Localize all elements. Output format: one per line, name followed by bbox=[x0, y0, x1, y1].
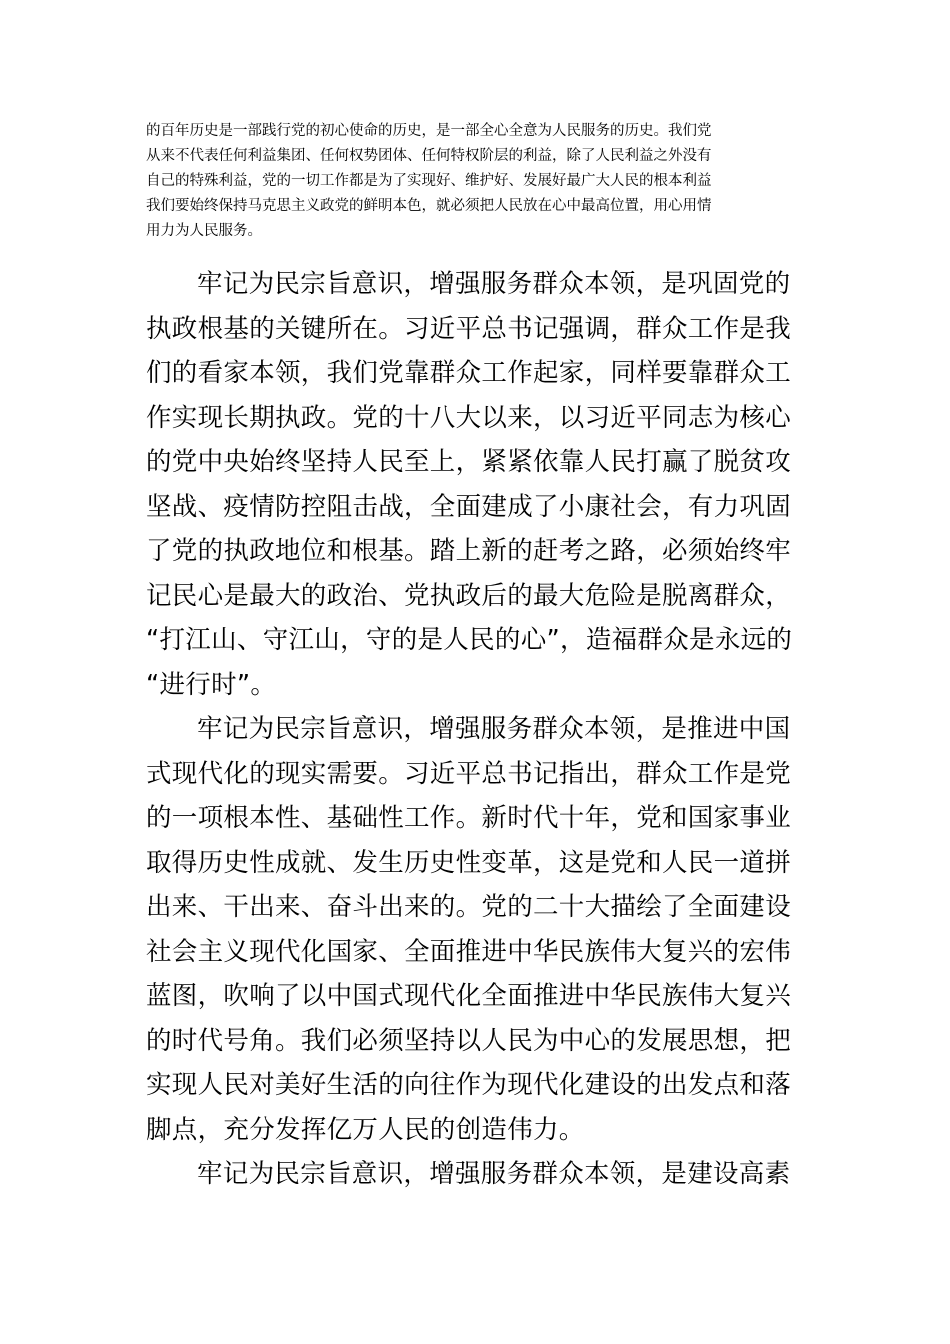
paragraph-line: “进行时”。 bbox=[146, 669, 277, 700]
paragraph-party-foundation bbox=[146, 262, 812, 707]
paragraph-line: 蓝图，吹响了以中国式现代化全面推进中华民族伟大复兴 bbox=[146, 981, 792, 1011]
paragraph-line: 脚点，充分发挥亿万人民的创造伟力。 bbox=[146, 1114, 585, 1145]
paragraph-high-quality bbox=[146, 1152, 812, 1197]
body-text bbox=[146, 262, 812, 1197]
paragraph-line: 出来、干出来、奋斗出来的。党的二十大描绘了全面建设 bbox=[146, 892, 792, 922]
paragraph-modernization bbox=[146, 707, 812, 1152]
paragraph-line: 执政根基的关键所在。习近平总书记强调，群众工作是我 bbox=[146, 313, 792, 344]
paragraph-line: 记民心是最大的政治、党执政后的最大危险是脱离群众， bbox=[146, 580, 792, 611]
paragraph-line: 牢记为民宗旨意识，增强服务群众本领，是巩固党的 bbox=[197, 269, 791, 299]
intro-line: 自己的特殊利益，党的一切工作都是为了实现好、维护好、发展好最广大人民的根本利益 bbox=[146, 173, 712, 189]
paragraph-line: 取得历史性成就、发生历史性变革，这是党和人民一道拼 bbox=[146, 847, 792, 878]
paragraph-line: 作实现长期执政。党的十八大以来，以习近平同志为核心 bbox=[146, 402, 792, 433]
paragraph-line: 牢记为民宗旨意识，增强服务群众本领，是推进中国 bbox=[197, 714, 791, 744]
paragraph-line: 的时代号角。我们必须坚持以人民为中心的发展思想，把 bbox=[146, 1025, 792, 1056]
paragraph-line: 社会主义现代化国家、全面推进中华民族伟大复兴的宏伟 bbox=[146, 936, 792, 967]
intro-line: 从来不代表任何利益集团、任何权势团体、任何特权阶层的利益，除了人民利益之外没有 bbox=[146, 148, 712, 164]
paragraph-line: 实现人民对美好生活的向往作为现代化建设的出发点和落 bbox=[146, 1070, 792, 1100]
intro-line: 我们要始终保持马克思主义政党的鲜明本色，就必须把人民放在心中最高位置，用心用情 bbox=[146, 198, 712, 214]
paragraph-line: “打江山、守江山，守的是人民的心”，造福群众是永远的 bbox=[146, 625, 793, 655]
intro-paragraph bbox=[146, 119, 812, 244]
intro-line: 的百年历史是一部践行党的初心使命的历史，是一部全心全意为人民服务的历史。我们党 bbox=[146, 123, 712, 139]
paragraph-line: 们的看家本领，我们党靠群众工作起家，同样要靠群众工 bbox=[146, 358, 792, 388]
paragraph-line: 的一项根本性、基础性工作。新时代十年，党和国家事业 bbox=[146, 803, 792, 833]
paragraph-line: 的党中央始终坚持人民至上，紧紧依靠人民打赢了脱贫攻 bbox=[146, 447, 792, 477]
paragraph-line: 坚战、疫情防控阻击战，全面建成了小康社会，有力巩固 bbox=[146, 491, 792, 522]
intro-line: 用力为人民服务。 bbox=[146, 223, 262, 239]
paragraph-line: 了党的执政地位和根基。踏上新的赶考之路，必须始终牢 bbox=[146, 536, 792, 566]
paragraph-line: 式现代化的现实需要。习近平总书记指出，群众工作是党 bbox=[146, 758, 792, 789]
paragraph-line: 牢记为民宗旨意识，增强服务群众本领，是建设高素 bbox=[197, 1159, 791, 1189]
